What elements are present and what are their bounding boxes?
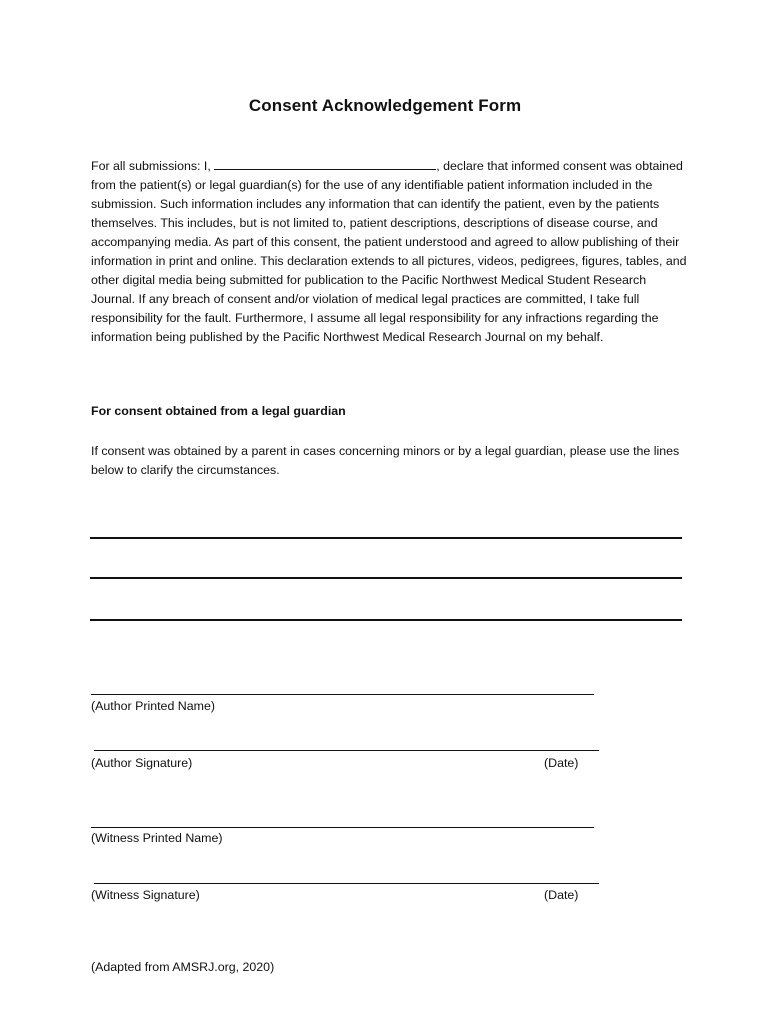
- guardian-section-heading: For consent obtained from a legal guardian: [91, 404, 346, 418]
- declaration-paragraph: [91, 157, 691, 347]
- declaration-prefix: For all submissions: I,: [91, 159, 211, 173]
- declarant-name-blank[interactable]: [214, 157, 436, 170]
- author-printed-name-line[interactable]: [91, 694, 594, 695]
- witness-date-label: (Date): [544, 888, 579, 902]
- author-date-label: (Date): [544, 756, 579, 770]
- circumstances-line-2[interactable]: [90, 577, 682, 579]
- source-attribution: (Adapted from AMSRJ.org, 2020): [91, 960, 275, 974]
- witness-printed-name-line[interactable]: [91, 827, 594, 828]
- page-title: Consent Acknowledgement Form: [248, 96, 522, 115]
- circumstances-line-3[interactable]: [90, 619, 682, 621]
- witness-signature-label: (Witness Signature): [91, 888, 200, 902]
- author-signature-line[interactable]: [94, 750, 599, 751]
- declaration-body: , declare that informed consent was obtained from the patient(s) or legal guardian(s) for the use of any identifiable patient information included in the submission. Such information includes any information that can identify the patient, even by the patients themselves. This includes, but is not limited to, patient descriptions, descriptions of disease course, and accompanying media. As part of this consent, the patient understood and agreed to allow publishing of their information in print and online. This declaration extends to all pictures, videos, pedigrees, figures, tables, and other digital media being submitted for publication to the Pacific Northwest Medical Student Research Journal. If any breach of consent and/or violation of medical legal practices are committed, I take full responsibility for the fault. Furthermore, I assume all legal responsibility for any infractions regarding the information being published by the Pacific Northwest Medical Research Journal on my behalf.: [91, 159, 687, 344]
- witness-printed-name-label: (Witness Printed Name): [91, 831, 223, 845]
- witness-signature-line[interactable]: [94, 883, 599, 884]
- circumstances-line-1[interactable]: [90, 537, 682, 539]
- author-printed-name-label: (Author Printed Name): [91, 699, 215, 713]
- guardian-paragraph: If consent was obtained by a parent in cases concerning minors or by a legal guardian, please use the lines below to clarify the circumstances.: [91, 444, 680, 477]
- author-signature-label: (Author Signature): [91, 756, 193, 770]
